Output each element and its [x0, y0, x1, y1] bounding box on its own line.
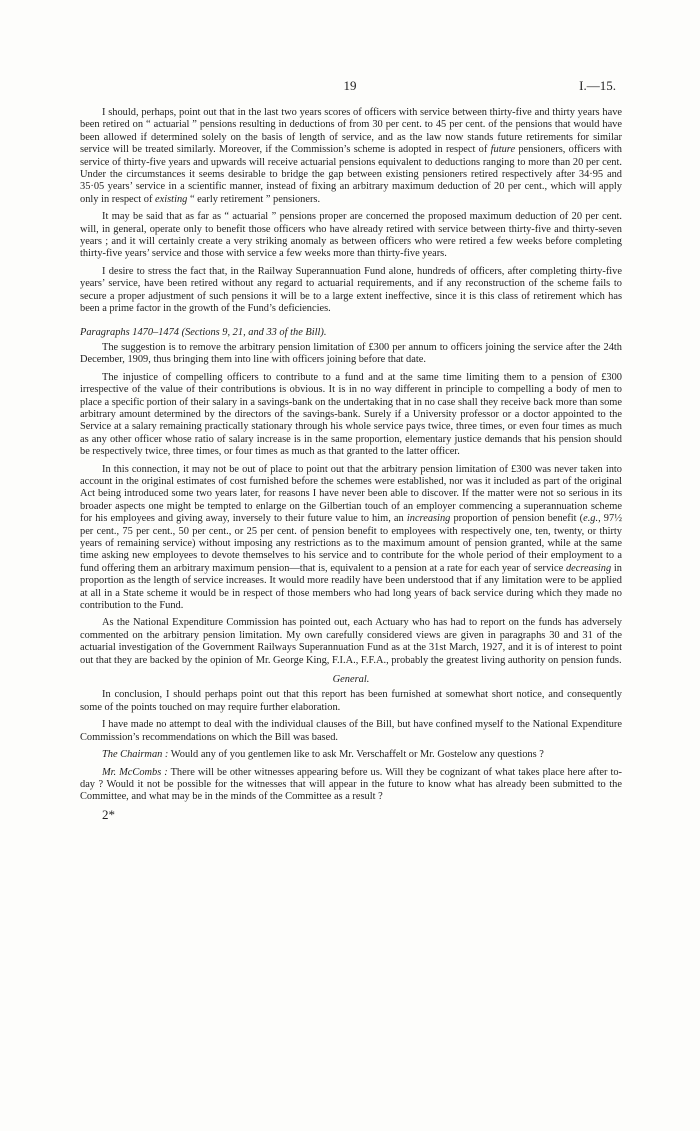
body-text — [80, 107, 622, 821]
paragraph-conclusion: In conclusion, I should perhaps point out that this report has been furnished at somewhat short notice, and consequently some of the points touched on may require further elaboration. — [80, 689, 622, 713]
paragraph-pension-limitation: The suggestion is to remove the arbitrary pension limitation of £300 per annum to officers joining the service after the 24th December, 1909, thus bringing them into line with officers joining before that date. — [80, 341, 622, 366]
paragraph-actuarial-retirements — [80, 107, 622, 206]
paragraph-text: In this connection, it may not be out of place to point out that the arbitrary pension limitation of £300 was never taken into account in the original estimates of cost furnished before the schemes were established, nor was it included as part of the original Act being introduced some two years later, for reasons I have never been able to discover. If the matter were not so serious in its broader aspects one might be tempted to enlarge on the Gilbertian touch of an employer commencing a superannuation scheme for his employees and giving away, inversely to their future value to him, an — [80, 463, 622, 525]
paragraph-gilbertian — [80, 464, 622, 613]
paragraph-railway-fund: I desire to stress the fact that, in the Railway Superannuation Fund alone, hundreds of officers, after completing thirty-five years’ service, have been retired without any regard to actuarial requirements, and if any reconstruction of the scheme fails to secure a proper adjustment of such pensions it will be to a large extent ineffective, since it is this class of retirement which has been a prime factor in the growth of the Fund’s deficiencies. — [80, 265, 622, 315]
paragraph-text: I should, perhaps, point out that in the last two years scores of officers with service between thirty-five and thirty years have been retired on “ actuarial ” pensions resulting in deductions of from 30 per cent. to 45 per cent. of the pensions that would have been allowed if determined solely on the basis of length of service, and as the law now stands future retirements for similar service will be treated similarly. Moreover, if the Commission’s scheme is adopted in respect of — [80, 107, 622, 156]
emphasis-future: future — [490, 144, 516, 156]
emphasis-existing: existing — [155, 193, 188, 205]
speaker-chairman: The Chairman : — [102, 749, 169, 761]
document-reference: I.—15. — [579, 78, 616, 93]
speaker-mccombs: Mr. McCombs : — [102, 766, 168, 778]
emphasis-eg: e.g., — [583, 513, 601, 525]
folio-mark: 2* — [102, 806, 115, 822]
paragraph-maximum-deduction: It may be said that as far as “ actuarial ” pensions proper are concerned the proposed maximum deduction of 20 per cent. will, in general, operate only to benefit those officers who have already retired with service between thirty-five and thirty-seven years ; and it will certainly create a very striking anomaly as between officers who were retired a few weeks before completing thirty-five years’ service and those with service a few weeks more than thirty-five years. — [80, 211, 622, 260]
paragraph-chairman — [80, 749, 622, 761]
paragraph-injustice: The injustice of compelling officers to contribute to a fund and at the same time limiting them to a pension of £300 irrespective of the value of their contributions is obvious. It is in no way different in principle to compelling a body of men to place a specific portion of their salary in a savings-bank on the undertaking that in no case shall they receive back more than some arbitrary amount determined by the directors of the savings-bank. Surely if a University professor or a doctor appointed to the Service at a salary remaining practically stationary through his whole service pays twice, three times, or even four times as much as any other officer whose ratio of salary increase is in the same proportion, elementary justice demands that his pension should be respectively twice, three times, or four times as much as that granted to the latter officer. — [80, 371, 622, 458]
paragraph-text: in proportion as the length of service increases. It would more readily have been understood that if any limitation were to be applied at all in a State scheme it would be in respect of those members who had long years of back service during which they made no contribution to the Fund. — [80, 562, 622, 612]
section-heading-general: General. — [332, 674, 370, 686]
paragraph-expenditure-commission: As the National Expenditure Commission has pointed out, each Actuary who has had to report on the funds has adversely commented on the arbitrary pension limitation. My own carefully considered views are given in paragraphs 30 and 31 of the actuarial investigation of the Government Railways Superannuation Fund as at the 31st March, 1927, and it is of interest to point out that they are backed by the opinion of Mr. George King, F.I.A., F.F.A., probably the greatest living authority on pension funds. — [80, 617, 622, 666]
speech-text: Would any of you gentlemen like to ask Mr. Verschaffelt or Mr. Gostelow any questions ? — [168, 749, 544, 761]
paragraph-text: proportion of pension benefit ( — [450, 513, 584, 525]
emphasis-decreasing: decreasing — [565, 562, 612, 574]
section-heading-paragraphs: Paragraphs 1470–1474 (Sections 9, 21, and 33 of the Bill). — [80, 326, 327, 338]
emphasis-increasing: increasing — [406, 513, 451, 525]
paragraph-clauses: I have made no attempt to deal with the individual clauses of the Bill, but have confined myself to the National Expenditure Commission’s recommendations on which the Bill was based. — [80, 719, 622, 743]
paragraph-text: “ early retirement ” pensioners. — [187, 193, 321, 205]
paragraph-mccombs — [80, 767, 622, 804]
paragraph-text: 97½ per cent., 75 per cent., 50 per cent., or 25 per cent. of pension benefit to employees with respectively one, ten, twenty, or thirty years of remaining service) without imposing any restrictions as to the maximum amount of pension granted, while at the same time asking new employees to devote themselves to his service and to contribute for the whole period of their employment to a fund offering them an arbitrary maximum pension—that is, equivalent to a pension at a rate for each year of service — [80, 513, 622, 574]
speech-text: There will be other witnesses appearing before us. Will they be cognizant of what takes place here after to-day ? Would it not be possible for the witnesses that will appear in the future to know what has already been submitted to the Committee, and what may be in the minds of the Committee as a result ? — [80, 766, 622, 803]
paragraph-text: pensioners, officers with service of thirty-five years and upwards will receive actuarial pensions equivalent to deductions ranging to more than 20 per cent. Under the circumstances it seems desirable to bridge the gap between existing pensioners retired respectively after 34·95 and 35·05 years’ service in a scientific manner, instead of fixing an arbitrary maximum deduction of 20 per cent., which will apply only in respect of — [80, 144, 622, 205]
page-number: 19 — [343, 78, 357, 93]
